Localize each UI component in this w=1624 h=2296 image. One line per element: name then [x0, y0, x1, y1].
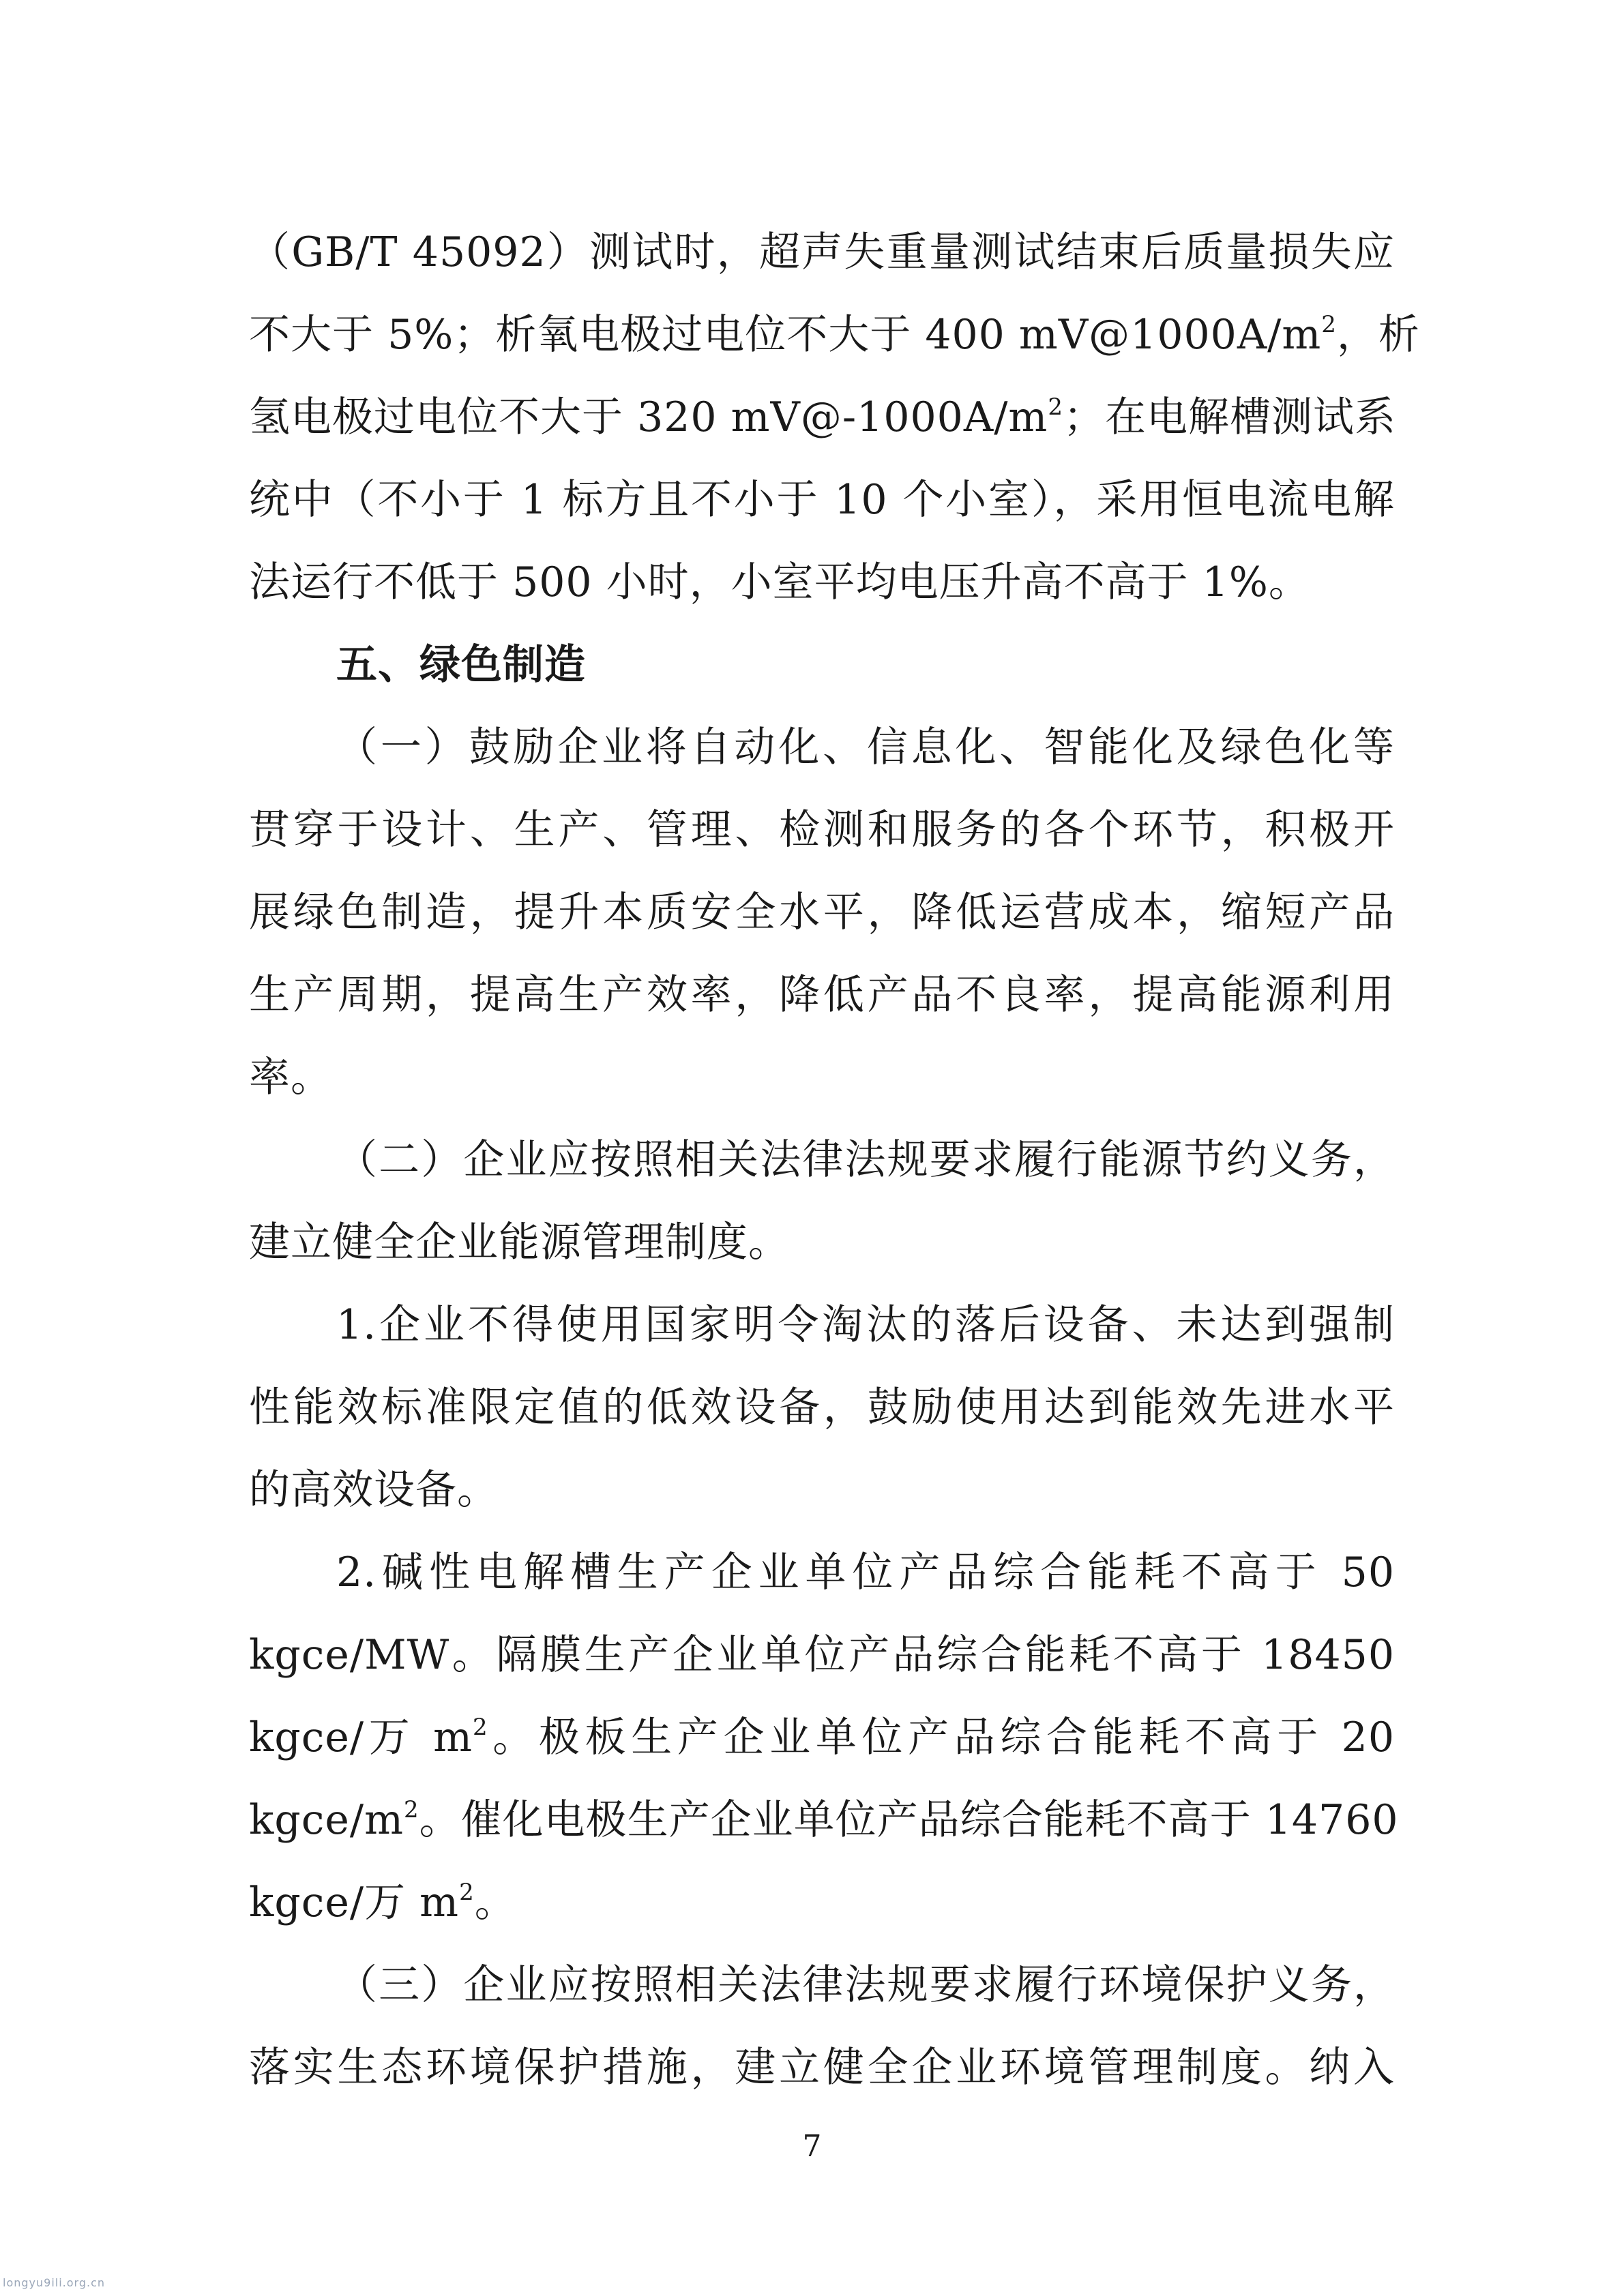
text-line: 氢电极过电位不大于 320 $mV@-1000A/m^2$；在电解槽测试系: [249, 393, 1396, 441]
section-heading: 五、绿色制造: [336, 641, 586, 689]
text-line: 的高效设备。: [249, 1466, 499, 1514]
text-line: 2.碱性电解槽生产企业单位产品综合能耗不高于 50: [336, 1549, 1395, 1596]
text-line: kgce/万 $m^2$。: [249, 1879, 516, 1926]
text-line: （GB/T 45092）测试时，超声失重量测试结束后质量损失应: [249, 228, 1395, 276]
text-line: kgce/万 $m^2$。极板生产企业单位产品综合能耗不高于 20: [249, 1714, 1395, 1761]
text-line: 1.企业不得使用国家明令淘汰的落后设备、未达到强制: [336, 1301, 1395, 1349]
text-line: 性能效标准限定值的低效设备，鼓励使用达到能效先进水平: [249, 1384, 1395, 1431]
text-line: kgce/MW。隔膜生产企业单位产品综合能耗不高于 18450: [249, 1631, 1395, 1679]
text-line: kgce/$m^2$。催化电极生产企业单位产品综合能耗不高于 14760: [249, 1796, 1399, 1844]
text-line: （三）企业应按照相关法律法规要求履行环境保护义务，: [336, 1961, 1395, 2009]
text-line: 落实生态环境保护措施，建立健全企业环境管理制度。纳入: [249, 2044, 1395, 2091]
text-line: （一）鼓励企业将自动化、信息化、智能化及绿色化等: [336, 724, 1395, 771]
text-line: 建立健全企业能源管理制度。: [249, 1219, 790, 1266]
page-number: 7: [802, 2129, 822, 2164]
text-line: 统中（不小于 1 标方且不小于 10 个小室），采用恒电流电解: [249, 476, 1395, 524]
text-line: 不大于 5%；析氧电极过电位不大于 400 $mV@1000A/m^2$，析: [249, 311, 1420, 359]
text-line: 展绿色制造，提升本质安全水平，降低运营成本，缩短产品: [249, 889, 1395, 936]
text-line: 贯穿于设计、生产、管理、检测和服务的各个环节，积极开: [249, 806, 1395, 854]
text-line: 率。: [249, 1054, 332, 1101]
text-line: 法运行不低于 500 小时，小室平均电压升高不高于 1%。: [249, 558, 1310, 606]
watermark-text: longyu9ili.org.cn: [3, 2276, 106, 2289]
text-line: （二）企业应按照相关法律法规要求履行能源节约义务，: [336, 1136, 1395, 1184]
text-line: 生产周期，提高生产效率，降低产品不良率，提高能源利用: [249, 971, 1395, 1019]
body-text: [249, 211, 1420, 2109]
